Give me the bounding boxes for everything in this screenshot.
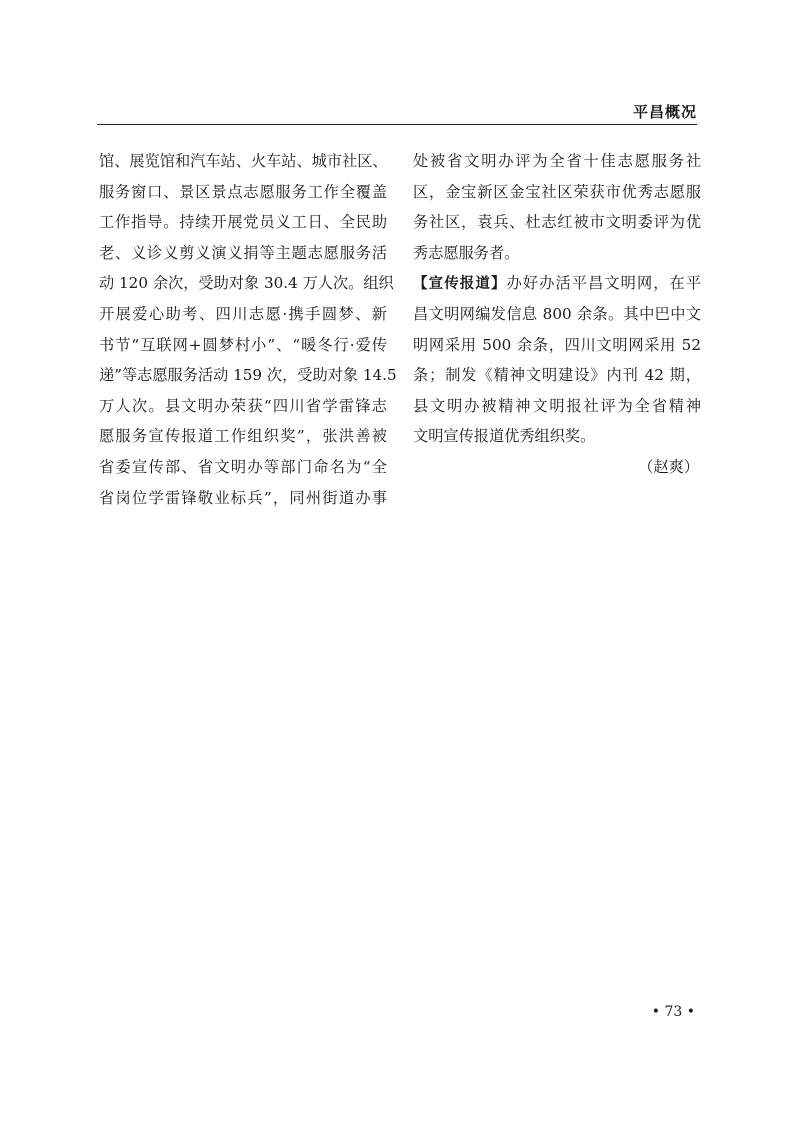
text-line: 明网采用 500 余条，四川文明网采用 52 xyxy=(413,335,701,354)
text-line: 工作指导。持续开展党员义工日、全民助 xyxy=(99,213,387,232)
text-line: 老、义诊义剪义演义捐等主题志愿服务活 xyxy=(99,243,387,262)
text-line: 省岗位学雷锋敬业标兵”，同州街道办事 xyxy=(99,488,387,507)
text-line: 务社区，袁兵、杜志红被市文明委评为优 xyxy=(413,213,701,232)
right-column xyxy=(413,146,701,483)
header-rule xyxy=(97,124,697,125)
section-first-line-text: 办好办活平昌文明网，在平 xyxy=(506,274,702,293)
text-line: 县文明办被精神文明报社评为全省精神 xyxy=(413,396,701,415)
text-line: 愿服务宣传报道工作组织奖”，张洪善被 xyxy=(99,427,387,446)
text-line: 万人次。县文明办荣获“四川省学雷锋志 xyxy=(99,396,387,415)
text-line: 开展爱心助考、四川志愿·携手圆梦、新 xyxy=(99,304,387,323)
text-line: 秀志愿服务者。 xyxy=(413,243,520,262)
left-column xyxy=(99,146,397,513)
text-line: 昌文明网编发信息 800 余条。其中巴中文 xyxy=(413,304,701,323)
text-line: 服务窗口、景区景点志愿服务工作全覆盖 xyxy=(99,182,387,201)
section-heading: 【宣传报道】 xyxy=(413,276,507,293)
text-line: 递”等志愿服务活动 159 次，受助对象 14.5 xyxy=(99,366,397,385)
text-line: 省委宣传部、省文明办等部门命名为“全 xyxy=(99,457,387,476)
text-line: 书节“互联网+圆梦村小”、“暖冬行·爱传 xyxy=(99,335,387,354)
text-line: 动 120 余次，受助对象 30.4 万人次。组织 xyxy=(99,274,394,293)
running-header-title: 平昌概况 xyxy=(632,103,697,121)
author-credit: （赵爽） xyxy=(638,457,699,476)
text-line: 处被省文明办评为全省十佳志愿服务社 xyxy=(413,152,701,170)
section-first-line xyxy=(413,268,701,299)
text-line: 文明宣传报道优秀组织奖。 xyxy=(413,427,596,446)
page-number: • 73 • xyxy=(651,1004,695,1020)
text-line: 条；制发《精神文明建设》内刊 42 期， xyxy=(413,366,701,385)
text-line: 馆、展览馆和汽车站、火车站、城市社区、 xyxy=(99,152,388,170)
text-line: 区，金宝新区金宝社区荣获市优秀志愿服 xyxy=(413,182,701,201)
